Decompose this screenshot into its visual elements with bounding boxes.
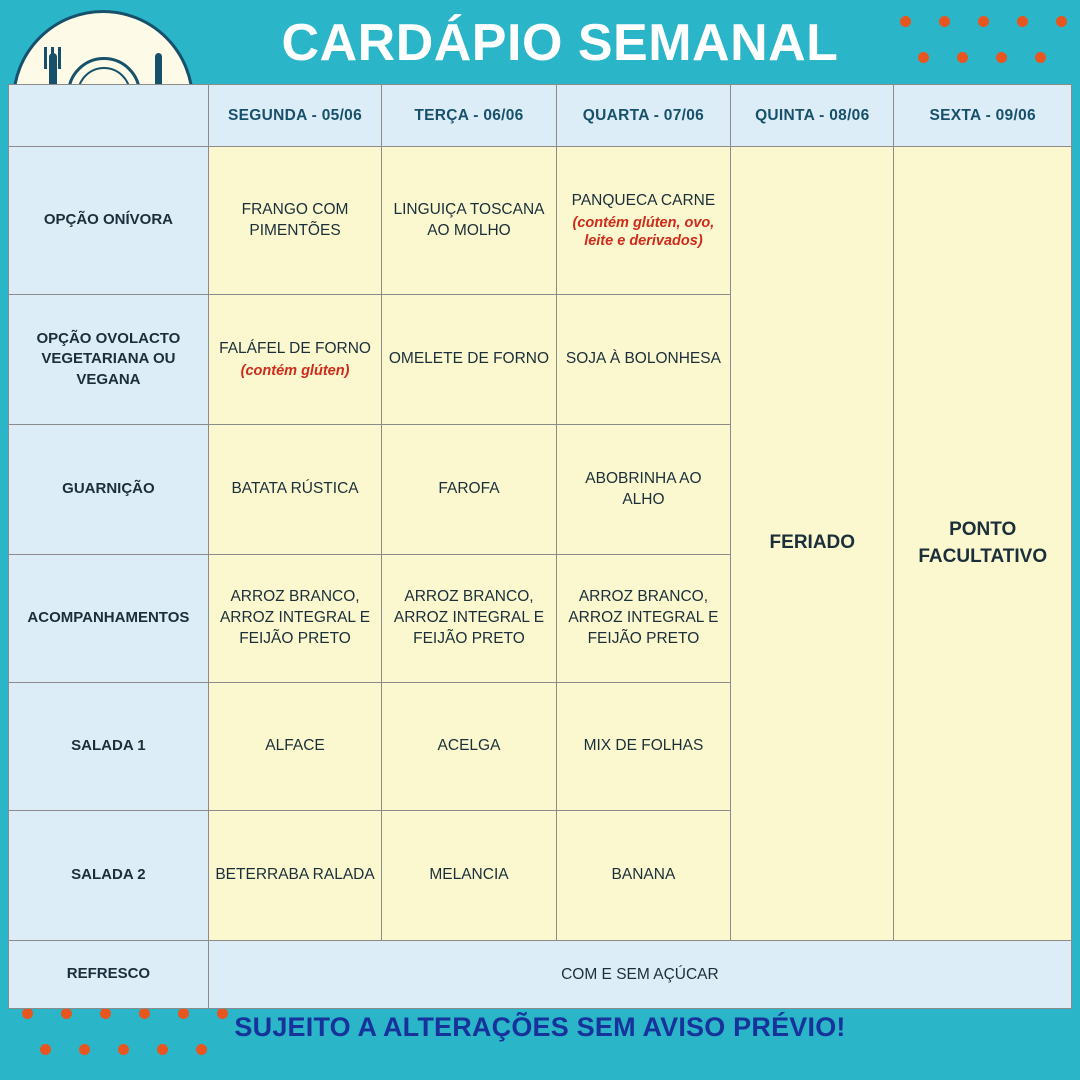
- column-header-tuesday: TERÇA - 06/06: [382, 85, 556, 147]
- cell-garnish-monday: BATATA RÚSTICA: [208, 425, 381, 555]
- column-header-wednesday: QUARTA - 07/06: [556, 85, 730, 147]
- dot: [196, 1044, 207, 1055]
- table-header-row: [9, 85, 1072, 147]
- allergen-note: (contém glúten, ovo, leite e derivados): [572, 214, 715, 249]
- footer-notice: SUJEITO A ALTERAÇÕES SEM AVISO PRÉVIO!: [234, 1012, 846, 1042]
- cell-salad2-monday: BETERRABA RALADA: [208, 811, 381, 941]
- dot: [79, 1044, 90, 1055]
- cell-friday-optional-day: PONTO FACULTATIVO: [894, 147, 1072, 941]
- cell-text: FRANGO COM PIMENTÕES: [241, 200, 349, 239]
- row-label-garnish: GUARNIÇÃO: [9, 425, 209, 555]
- dot: [118, 1044, 129, 1055]
- cell-omnivore-wednesday: [556, 147, 730, 295]
- cell-salad1-tuesday: ACELGA: [382, 683, 556, 811]
- cell-omnivore-monday: [208, 147, 381, 295]
- cell-text: OMELETE DE FORNO: [388, 350, 550, 368]
- table-row: [9, 147, 1072, 295]
- cell-text: LINGUIÇA TOSCANA AO MOLHO: [393, 200, 545, 239]
- page-title: CARDÁPIO SEMANAL: [281, 14, 839, 72]
- decorative-dots-bottom-left-2: [40, 1044, 207, 1055]
- fork-tines-icon: [43, 47, 63, 73]
- cell-text: SOJA À BOLONHESA: [565, 350, 721, 368]
- cell-salad2-tuesday: MELANCIA: [382, 811, 556, 941]
- weekly-menu-table: [8, 84, 1072, 1009]
- row-label-salad-1: SALADA 1: [9, 683, 209, 811]
- cell-vegetarian-monday: [208, 295, 381, 425]
- row-label-vegetarian: OPÇÃO OVOLACTO VEGETARIANA OU VEGANA: [9, 295, 209, 425]
- cell-vegetarian-wednesday: [556, 295, 730, 425]
- column-header-monday: SEGUNDA - 05/06: [208, 85, 381, 147]
- cell-sides-monday: ARROZ BRANCO, ARROZ INTEGRAL E FEIJÃO PRETO: [208, 555, 381, 683]
- cell-sides-wednesday: ARROZ BRANCO, ARROZ INTEGRAL E FEIJÃO PRETO: [556, 555, 730, 683]
- cell-garnish-wednesday: ABOBRINHA AO ALHO: [556, 425, 730, 555]
- cell-refreshment-all-days: COM E SEM AÇÚCAR: [208, 941, 1071, 1009]
- cell-salad1-wednesday: MIX DE FOLHAS: [556, 683, 730, 811]
- cell-sides-tuesday: ARROZ BRANCO, ARROZ INTEGRAL E FEIJÃO PRETO: [382, 555, 556, 683]
- cell-omnivore-tuesday: [382, 147, 556, 295]
- allergen-note: (contém glúten): [240, 362, 350, 379]
- dot: [157, 1044, 168, 1055]
- table-corner-cell: [9, 85, 209, 147]
- cell-salad2-wednesday: BANANA: [556, 811, 730, 941]
- row-label-salad-2: SALADA 2: [9, 811, 209, 941]
- table-row: [9, 941, 1072, 1009]
- cell-thursday-holiday: FERIADO: [731, 147, 894, 941]
- cell-salad1-monday: ALFACE: [208, 683, 381, 811]
- column-header-thursday: QUINTA - 08/06: [731, 85, 894, 147]
- cell-vegetarian-tuesday: [382, 295, 556, 425]
- row-label-sides: ACOMPANHAMENTOS: [9, 555, 209, 683]
- cell-text: PANQUECA CARNE: [571, 191, 716, 209]
- column-header-friday: SEXTA - 09/06: [894, 85, 1072, 147]
- row-label-omnivore: OPÇÃO ONÍVORA: [9, 147, 209, 295]
- dot: [40, 1044, 51, 1055]
- row-label-refreshment: REFRESCO: [9, 941, 209, 1009]
- cell-text: FALÁFEL DE FORNO: [219, 339, 371, 357]
- cell-garnish-tuesday: FAROFA: [382, 425, 556, 555]
